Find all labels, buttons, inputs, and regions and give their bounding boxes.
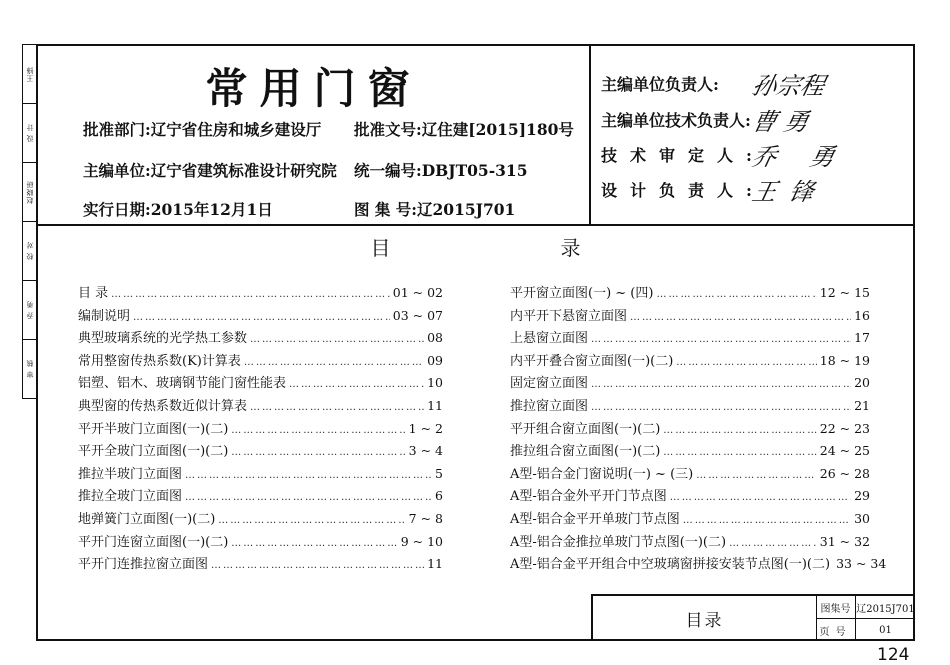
toc-item-title: 平开半玻门立面图(一)(二) <box>78 421 229 437</box>
signoff-row: 主编单位技术负责人: 曹 勇 <box>601 108 751 131</box>
toc-item-title: 平开全玻门立面图(一)(二) <box>78 444 229 460</box>
toc-item-pages: 6 <box>435 488 443 504</box>
toc-item-pages: 18 ~ 19 <box>819 352 870 368</box>
toc-leader-dots <box>591 334 851 345</box>
toc-item[interactable] <box>78 327 443 350</box>
drawing-frame <box>36 44 915 641</box>
toc-leader-dots <box>591 379 851 390</box>
toc-leader-dots <box>250 334 424 345</box>
signoff-row: 主编单位负责人: 孙宗程 <box>601 72 719 95</box>
toc-item-pages: 12 ~ 15 <box>819 285 870 300</box>
toc-item-pages: 08 <box>427 330 443 346</box>
toc-item-pages: 26 ~ 28 <box>819 465 870 481</box>
toc-item[interactable] <box>78 372 443 395</box>
toc-leader-dots <box>729 538 817 549</box>
toc-item-title: 内平开叠合窗立面图(一)(二) <box>510 353 674 369</box>
toc-item[interactable] <box>78 305 443 328</box>
toc-item[interactable] <box>78 553 443 576</box>
strip-cell: 校 对 <box>23 222 36 281</box>
strip-cell: 乔 勇 <box>23 281 36 340</box>
toc-item-title: 上悬窗立面图 <box>510 331 589 347</box>
toc-item-title: A型-铝合金平开单玻门节点图 <box>510 511 680 527</box>
toc-item-pages: 11 <box>427 397 443 413</box>
toc-item[interactable] <box>78 350 443 373</box>
strip-cell: 赵晓研 <box>23 163 36 222</box>
atlas-number: 图 集 号:辽2015J701 <box>354 200 516 219</box>
toc-item[interactable] <box>510 395 870 418</box>
toc-item-title: 固定窗立面图 <box>510 376 589 392</box>
toc-item-pages: 16 <box>854 307 870 323</box>
toc-leader-dots <box>111 289 390 300</box>
toc-leader-dots <box>185 492 432 503</box>
toc-item[interactable] <box>78 440 443 463</box>
toc-leader-dots <box>133 312 390 323</box>
toc-item[interactable] <box>78 463 443 486</box>
signoff-strip <box>22 44 36 399</box>
toc-leader-dots <box>211 560 424 571</box>
toc-leader-dots <box>676 357 816 368</box>
toc-item[interactable] <box>510 327 870 350</box>
title-block <box>591 594 915 641</box>
toc-item[interactable] <box>78 418 443 441</box>
unified-number: 统一编号:DBJT05-315 <box>354 161 528 180</box>
toc-item-title: A型-铝合金门窗说明(一) ~ (三) <box>510 466 694 482</box>
toc-leader-dots <box>591 402 851 413</box>
toc-item[interactable] <box>510 418 870 441</box>
toc-leader-dots <box>289 379 424 390</box>
toc-item-title: A型-铝合金推拉单玻门节点图(一)(二) <box>510 534 727 550</box>
toc-item-pages: 21 <box>854 397 870 413</box>
signature: 孙宗程 <box>749 72 828 100</box>
toc-item-title: 推拉组合窗立面图(一)(二) <box>510 444 661 460</box>
toc-item-pages: 31 ~ 32 <box>819 533 870 549</box>
toc-item-pages: 7 ~ 8 <box>408 510 443 526</box>
approval-dept: 批准部门:辽宁省住房和城乡建设厅 <box>83 120 322 139</box>
toc-item-title: 典型窗的传热系数近似计算表 <box>78 398 248 414</box>
toc-leader-dots <box>218 515 405 526</box>
toc-item-title: 平开门连推拉窗立面图 <box>78 557 209 573</box>
toc-item-pages: 1 ~ 2 <box>408 420 443 436</box>
toc-item[interactable] <box>510 485 870 508</box>
toc-leader-dots <box>630 312 851 323</box>
toc-item[interactable] <box>510 508 870 531</box>
toc-item-pages: 30 <box>854 510 870 526</box>
toc-item-title: 平开窗立面图(一) ~ (四) <box>510 286 654 301</box>
toc-item-title: A型-铝合金外平开门节点图 <box>510 489 667 505</box>
editor-unit: 主编单位:辽宁省建筑标准设计研究院 <box>83 161 337 180</box>
toc-item-pages: 24 ~ 25 <box>819 443 870 459</box>
strip-cell: 审 核 <box>25 359 34 379</box>
toc-item[interactable] <box>78 508 443 531</box>
page-title: 常用门窗 <box>205 64 422 113</box>
toc-left-column <box>78 282 443 576</box>
toc-leader-dots <box>250 402 424 413</box>
toc-item-pages: 11 <box>427 556 443 572</box>
atlas-value: 辽2015J701 <box>856 596 915 619</box>
toc-item-pages: 10 <box>427 375 443 391</box>
toc-item-pages: 22 ~ 23 <box>819 420 870 436</box>
toc-item-title: 铝塑、铝木、玻璃钢节能门窗性能表 <box>78 376 287 392</box>
signature: 曹 勇 <box>749 108 812 136</box>
toc-leader-dots <box>231 447 405 458</box>
toc-leader-dots <box>656 289 816 300</box>
toc-item-pages: 9 ~ 10 <box>400 533 443 549</box>
toc-item-pages: 01 ~ 02 <box>392 285 443 300</box>
toc-item[interactable] <box>510 531 870 554</box>
toc-item-title: 编制说明 <box>78 308 131 324</box>
signature: 乔 勇 <box>749 143 851 171</box>
toc-item[interactable] <box>510 372 870 395</box>
toc-item-pages: 5 <box>435 465 443 481</box>
toc-item[interactable] <box>78 282 443 305</box>
toc-item[interactable] <box>510 440 870 463</box>
effective-date: 实行日期:2015年12月1日 <box>83 200 273 219</box>
signature: 王锋 <box>749 178 830 206</box>
toc-leader-dots <box>244 357 424 368</box>
toc-item-title: 推拉窗立面图 <box>510 398 589 414</box>
toc-right-column <box>510 282 887 576</box>
toc-item[interactable] <box>510 305 870 328</box>
toc-item-pages: 09 <box>427 352 443 368</box>
toc-item-title: 典型玻璃系统的光学热工参数 <box>78 331 248 347</box>
toc-leader-dots <box>231 425 405 436</box>
toc-item-title: 地弹簧门立面图(一)(二) <box>78 511 216 527</box>
toc-item-title: 目 录 <box>78 286 109 301</box>
toc-item[interactable] <box>510 282 870 305</box>
toc-item[interactable] <box>510 350 870 373</box>
toc-item-title: 平开组合窗立面图(一)(二) <box>510 421 661 437</box>
atlas-label: 图集号 <box>816 596 856 619</box>
toc-item[interactable] <box>510 553 887 576</box>
toc-item-pages: 3 ~ 4 <box>408 443 443 459</box>
header-info <box>38 46 591 224</box>
toc-item-title: 常用整窗传热系数(K)计算表 <box>78 353 241 369</box>
toc-item[interactable] <box>78 531 443 554</box>
toc-item-title: 平开门连窗立面图(一)(二) <box>78 534 229 550</box>
toc-item-pages: 17 <box>854 330 870 346</box>
toc-item[interactable] <box>510 463 870 486</box>
toc-item-pages: 33 ~ 34 <box>836 556 887 572</box>
toc-leader-dots <box>185 470 432 481</box>
signoff-block <box>591 46 915 224</box>
toc-leader-dots <box>663 425 816 436</box>
toc-item-title: 推拉半玻门立面图 <box>78 466 183 482</box>
toc-item[interactable] <box>78 395 443 418</box>
drawing-name: 目录 <box>593 596 817 641</box>
toc-leader-dots <box>670 492 851 503</box>
toc-item-pages: 03 ~ 07 <box>392 307 443 323</box>
strip-cell: 设 计 <box>23 104 36 163</box>
toc-item[interactable] <box>78 485 443 508</box>
toc-leader-dots <box>663 447 816 458</box>
signoff-row: 技术审定人: 乔 勇 <box>601 143 765 166</box>
sheet-number: 124 <box>877 645 910 665</box>
toc-item-pages: 29 <box>854 488 870 504</box>
page-label: 页号 <box>816 619 856 641</box>
toc-item-title: 推拉全玻门立面图 <box>78 489 183 505</box>
toc-heading: 目 录 <box>370 236 581 260</box>
header-block <box>38 46 913 226</box>
toc-leader-dots <box>683 515 851 526</box>
strip-cell: 王锋 <box>23 45 36 104</box>
page-value: 01 <box>879 624 892 636</box>
toc-leader-dots <box>696 470 817 481</box>
toc-item-title: A型-铝合金平开组合中空玻璃窗拼接安装节点图(一)(二) <box>510 557 831 573</box>
toc-item-title: 内平开下悬窗立面图 <box>510 308 628 324</box>
approval-doc: 批准文号:辽住建[2015]180号 <box>354 120 574 139</box>
signoff-row: 设计负责人: 王锋 <box>601 178 765 201</box>
toc-item-pages: 20 <box>854 375 870 391</box>
toc-leader-dots <box>231 538 397 549</box>
